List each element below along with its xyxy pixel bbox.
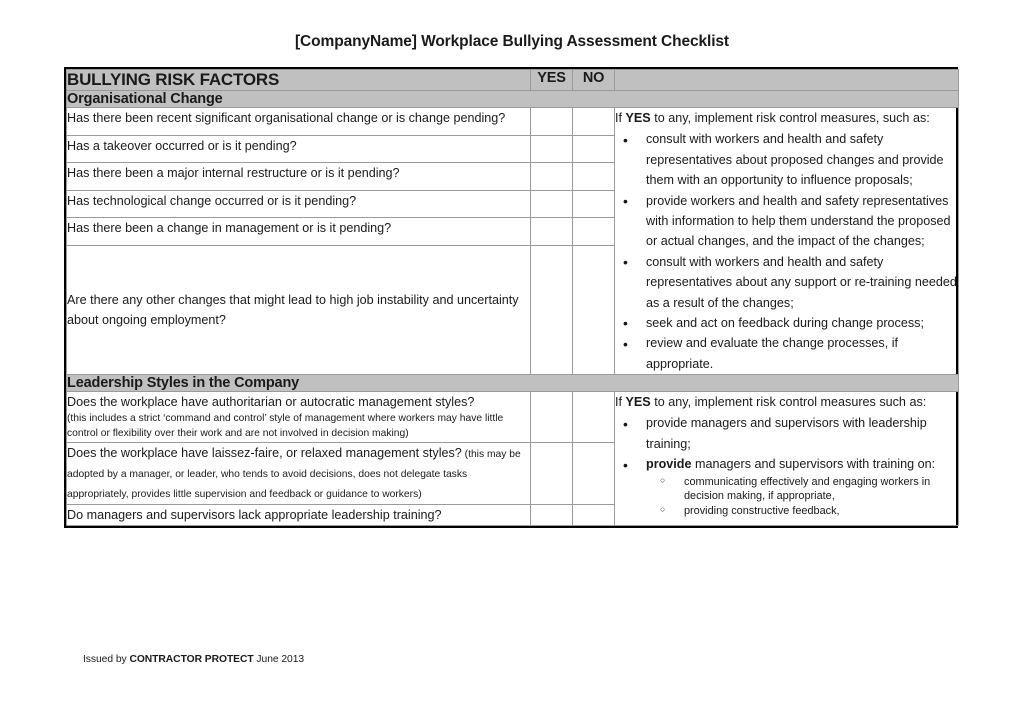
table-row	[67, 392, 959, 443]
guidance-bullet	[615, 413, 958, 454]
no-checkbox-cell[interactable]	[573, 246, 615, 375]
footer-suffix: June 2013	[253, 654, 305, 665]
guidance-bullet-bold: provide	[646, 457, 692, 472]
no-checkbox-cell[interactable]	[573, 392, 615, 443]
yes-checkbox-cell[interactable]	[531, 504, 573, 525]
page-title: [CompanyName] Workplace Bullying Assessment Checklist	[295, 33, 729, 50]
question-cell	[67, 504, 531, 525]
checklist-table	[66, 69, 959, 526]
guidance-lead-in	[615, 392, 958, 412]
guidance-bullet-text: provide workers and health and safety representatives with information to help them understand the proposed or actual changes, and the impact of the changes;	[646, 193, 951, 249]
section-header-row	[67, 375, 959, 392]
question-cell	[67, 246, 531, 375]
yes-checkbox-cell[interactable]	[531, 163, 573, 191]
guidance-lead-suffix: to any, implement risk control measures, such as:	[650, 111, 930, 125]
question-text: Does the workplace have laissez-faire, or relaxed management styles?	[67, 445, 462, 460]
guidance-lead-in	[615, 108, 958, 128]
guidance-bullet-text: review and evaluate the change processes, if appropriate.	[646, 336, 899, 371]
question-text: Are there any other changes that might lead to high job instability and uncertainty about ongoing employment?	[67, 292, 519, 328]
guidance-lead-suffix: to any, implement risk control measures such as:	[650, 395, 927, 410]
no-checkbox-cell[interactable]	[573, 218, 615, 246]
question-note: (this may be adopted by a manager, or leader, who tends to avoid decisions, does not delegate tasks appropriately, provides little supervision and feedback or guidance to workers)	[67, 448, 521, 501]
header-yes: YES	[531, 70, 573, 91]
header-risk-factors: BULLYING RISK FACTORS	[67, 70, 531, 91]
checklist-table-container	[64, 67, 958, 528]
question-cell	[67, 163, 531, 191]
guidance-bullet	[615, 191, 958, 252]
section-header-row	[67, 91, 959, 108]
guidance-bullet-text: consult with workers and health and safety representatives about proposed changes and provide them with an opportunity to influence proposals;	[646, 132, 944, 188]
no-checkbox-cell[interactable]	[573, 163, 615, 191]
footer-prefix: Issued by	[83, 654, 130, 665]
question-note: (this includes a strict ‘command and control’ style of management where workers may have little control or flexibility over their work and are not involved in decision making)	[67, 413, 504, 440]
footer-issued-by	[83, 654, 304, 665]
guidance-lead-yes: YES	[625, 395, 651, 410]
question-cell	[67, 442, 531, 504]
section-title: Leadership Styles in the Company	[67, 375, 959, 392]
question-cell	[67, 135, 531, 163]
section-title: Organisational Change	[67, 91, 959, 108]
header-no: NO	[573, 70, 615, 91]
guidance-bullet-list	[615, 413, 958, 518]
footer-issuer: CONTRACTOR PROTECT	[129, 654, 254, 665]
no-checkbox-cell[interactable]	[573, 442, 615, 504]
guidance-sub-bullet: ○ providing constructive feedback,	[646, 504, 958, 519]
header-guidance	[615, 70, 959, 91]
guidance-sub-bullet: ○ communicating effectively and engaging workers in decision making, if appropriate,	[646, 475, 958, 504]
guidance-bullet-text: managers and supervisors with training on:	[691, 457, 936, 472]
guidance-bullet-text: seek and act on feedback during change process;	[646, 315, 924, 330]
question-cell	[67, 190, 531, 218]
guidance-bullet	[615, 333, 958, 374]
question-cell	[67, 392, 531, 443]
guidance-bullet-text: consult with workers and health and safety representatives about any support or re-training needed as a result of the changes;	[646, 254, 957, 310]
yes-checkbox-cell[interactable]	[531, 442, 573, 504]
yes-checkbox-cell[interactable]	[531, 246, 573, 375]
guidance-lead-prefix: If	[615, 111, 626, 125]
yes-checkbox-cell[interactable]	[531, 190, 573, 218]
no-checkbox-cell[interactable]	[573, 190, 615, 218]
guidance-bullet-list	[615, 129, 958, 374]
guidance-cell	[615, 392, 959, 526]
guidance-bullet	[615, 252, 958, 313]
question-text: Has there been a major internal restructure or is it pending?	[67, 166, 400, 181]
yes-checkbox-cell[interactable]	[531, 135, 573, 163]
no-checkbox-cell[interactable]	[573, 108, 615, 136]
question-text: Has there been a change in management or is it pending?	[67, 221, 392, 236]
question-text: Has there been recent significant organisational change or is change pending?	[67, 111, 506, 125]
guidance-cell	[615, 108, 959, 375]
guidance-bullet	[615, 313, 958, 333]
guidance-bullet-text: provide managers and supervisors with leadership training;	[646, 416, 927, 451]
question-cell	[67, 108, 531, 136]
question-cell	[67, 218, 531, 246]
no-checkbox-cell[interactable]	[573, 135, 615, 163]
guidance-lead-prefix: If	[615, 395, 626, 410]
yes-checkbox-cell[interactable]	[531, 108, 573, 136]
question-text: Does the workplace have authoritarian or autocratic management styles?	[67, 395, 475, 410]
guidance-sub-bullet-list	[646, 475, 958, 519]
guidance-lead-yes: YES	[625, 111, 651, 125]
guidance-bullet	[615, 454, 958, 518]
yes-checkbox-cell[interactable]	[531, 218, 573, 246]
question-text: Do managers and supervisors lack appropriate leadership training?	[67, 507, 442, 522]
table-row	[67, 108, 959, 136]
table-header-row	[67, 70, 959, 91]
guidance-bullet	[615, 129, 958, 190]
no-checkbox-cell[interactable]	[573, 504, 615, 525]
yes-checkbox-cell[interactable]	[531, 392, 573, 443]
question-text: Has technological change occurred or is it pending?	[67, 193, 357, 208]
question-text: Has a takeover occurred or is it pending?	[67, 138, 297, 153]
